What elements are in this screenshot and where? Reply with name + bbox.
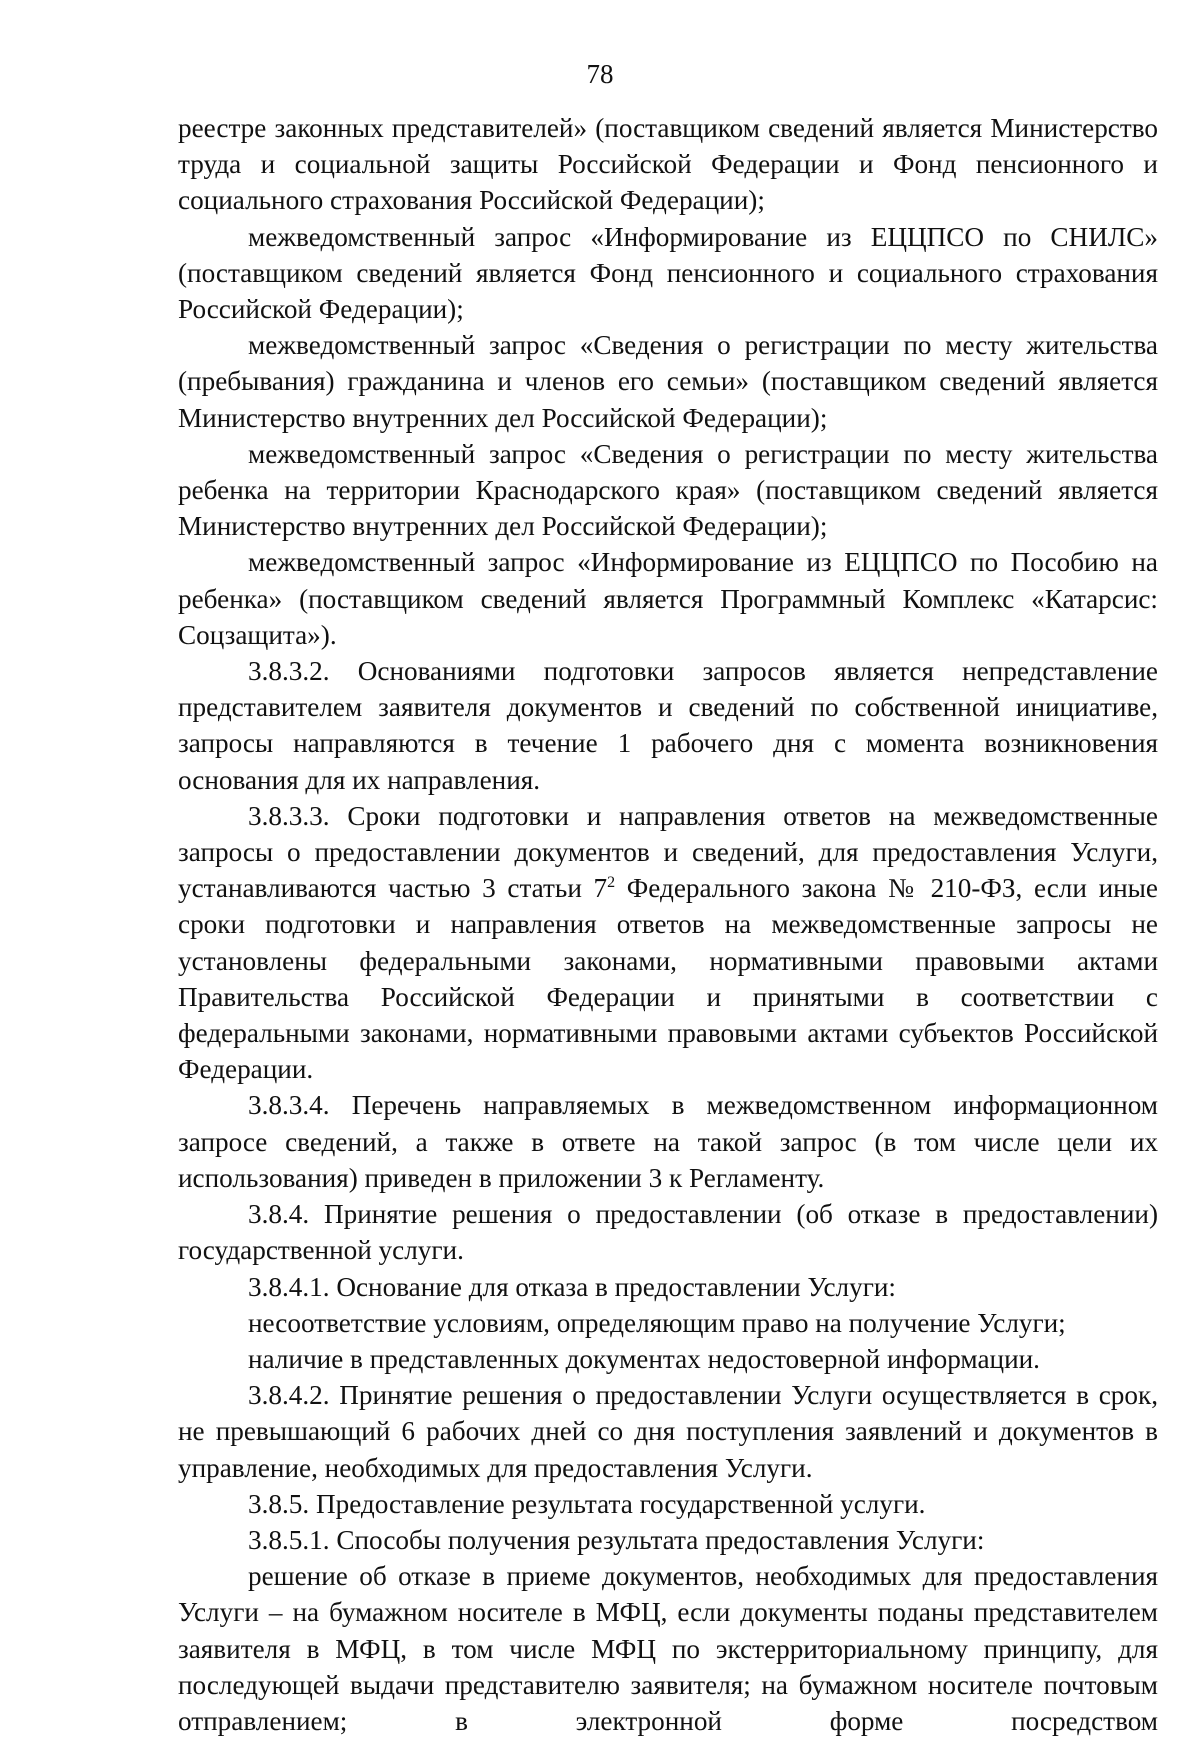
page-number: 78	[586, 59, 614, 89]
paragraph-request-snils: межведомственный запрос «Информирование из ЕЦЦПСО по СНИЛС» (поставщиком сведений является Фонд пенсионного и социального страхования Российской Федерации);	[178, 221, 1158, 325]
paragraph-refusal-ground-2: наличие в представленных документах недостоверной информации.	[248, 1343, 1040, 1374]
paragraph-result-methods: решение об отказе в приеме документов, необходимых для предоставления Услуги – на бумажном носителе в МФЦ, если документы поданы представителем заявителя в МФЦ, в том числе МФЦ по экстерриториальному принципу, для последующей выдачи представителю заявителя; на бумажном носителе почтовым отправлением; в электронной форме посредством	[178, 1561, 1158, 1736]
paragraph-registry-continuation: реестре законных представителей» (поставщиком сведений является Министерство труда и социальной защиты Российской Федерации и Фонд пенсионного и социального страхования Российской Федерации);	[178, 113, 1158, 216]
superscript-article: 2	[607, 874, 616, 892]
paragraph-3-8-3-2: 3.8.3.2. Основаниями подготовки запросов является непредставление представителем заявителя документов и сведений по собственной инициативе, запросы направляются в течение 1 рабочего дня с момента возникновения основания для их направления.	[178, 656, 1158, 795]
paragraph-3-8-4-1: 3.8.4.1. Основание для отказа в предоставлении Услуги:	[248, 1271, 896, 1302]
paragraph-3-8-3-3	[178, 798, 1158, 1088]
paragraph-request-registration-child: межведомственный запрос «Сведения о регистрации по месту жительства ребенка на территории Краснодарского края» (поставщиком сведений является Министерство внутренних дел Российской Федерации);	[178, 438, 1158, 542]
paragraph-3-8-3-3-part-2: Федерального закона № 210-ФЗ, если иные сроки подготовки и направления ответов на межведомственные запросы не установлены федеральными законами, нормативными правовыми актами Правительства Российской Федерации и принятыми в соответствии с федеральными законами, нормативными правовыми актами субъектов Российской Федерации.	[178, 873, 1158, 1085]
paragraph-request-registration-family: межведомственный запрос «Сведения о регистрации по месту жительства (пребывания) гражданина и членов его семьи» (поставщиком сведений является Министерство внутренних дел Российской Федерации);	[178, 330, 1158, 433]
paragraph-3-8-5: 3.8.5. Предоставление результата государственной услуги.	[248, 1488, 926, 1519]
paragraph-3-8-4: 3.8.4. Принятие решения о предоставлении (об отказе в предоставлении) государственной услуги.	[178, 1199, 1158, 1266]
paragraph-3-8-5-1: 3.8.5.1. Способы получения результата предоставления Услуги:	[248, 1524, 985, 1555]
paragraph-3-8-4-2: 3.8.4.2. Принятие решения о предоставлении Услуги осуществляется в срок, не превышающий 6 рабочих дней со дня поступления заявлений и документов в управление, необходимых для предоставления Услуги.	[178, 1380, 1158, 1483]
document-body	[178, 110, 1158, 1739]
paragraph-refusal-ground-1: несоответствие условиям, определяющим право на получение Услуги;	[248, 1307, 1066, 1338]
paragraph-request-child-allowance: межведомственный запрос «Информирование из ЕЦЦПСО по Пособию на ребенка» (поставщиком сведений является Программный Комплекс «Катарсис: Соцзащита»).	[178, 547, 1158, 650]
paragraph-3-8-3-3-part-1: 3.8.3.3. Сроки подготовки и направления ответов на межведомственные запросы о предоставлении документов и сведений, для предоставления Услуги, устанавливаются частью 3 статьи 7	[178, 800, 1158, 904]
paragraph-3-8-3-4: 3.8.3.4. Перечень направляемых в межведомственном информационном запросе сведений, а также в ответе на такой запрос (в том числе цели их использования) приведен в приложении 3 к Регламенту.	[178, 1090, 1158, 1193]
